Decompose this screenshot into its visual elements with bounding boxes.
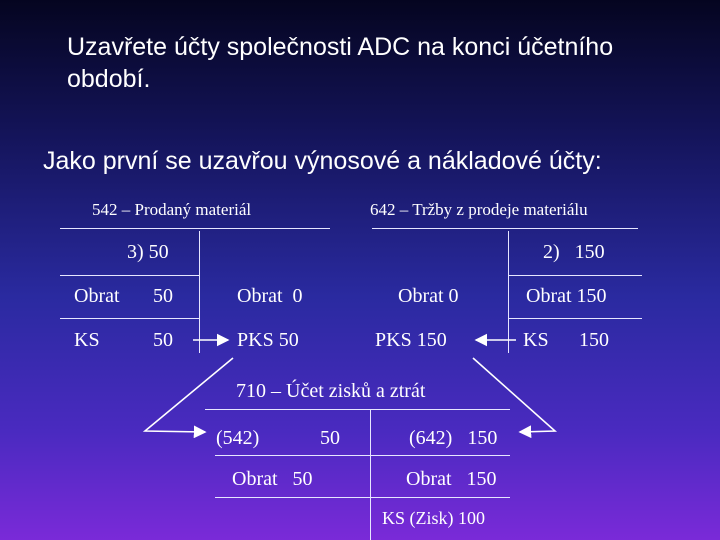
slide-title-line1: Uzavřete účty společnosti ADC na konci účetního: [67, 33, 614, 61]
account-642-entry: 2) 150: [543, 241, 605, 263]
account-542-row2-label: KS: [74, 329, 100, 351]
account-642-credit-row1: Obrat 150: [526, 285, 607, 307]
account-542-entry: 3) 50: [127, 241, 169, 263]
account-710-debit-entry-label: (542): [216, 427, 260, 449]
account-710-debit-entry-value: 50: [320, 427, 340, 449]
account-542-title: 542 – Prodaný materiál: [92, 200, 252, 219]
arrow-642-to-710: [473, 358, 555, 432]
account-542-row1-value: 50: [153, 285, 173, 307]
account-542-credit-row1: Obrat 0: [237, 285, 303, 307]
account-542-row1-label: Obrat: [74, 285, 120, 307]
account-710-debit-turnover: Obrat 50: [232, 468, 313, 490]
slide-title-line2: období.: [67, 65, 151, 93]
account-710-credit-entry: (642) 150: [409, 427, 498, 449]
account-542-credit-row2: PKS 50: [237, 329, 299, 351]
account-710-title: 710 – Účet zisků a ztrát: [236, 380, 426, 402]
account-710-closing: KS (Zisk) 100: [382, 508, 485, 528]
account-642-title: 642 – Tržby z prodeje materiálu: [370, 200, 588, 219]
account-642-credit-row2-label: KS: [523, 329, 549, 351]
account-710-credit-turnover: Obrat 150: [406, 468, 497, 490]
account-642-debit-row2: PKS 150: [375, 329, 447, 351]
account-542-row2-value: 50: [153, 329, 173, 351]
slide-subtitle: Jako první se uzavřou výnosové a nákladové účty:: [43, 147, 602, 175]
arrow-542-to-710: [145, 358, 233, 432]
account-642-debit-row1: Obrat 0: [398, 285, 459, 307]
account-642-credit-row2-value: 150: [579, 329, 609, 351]
